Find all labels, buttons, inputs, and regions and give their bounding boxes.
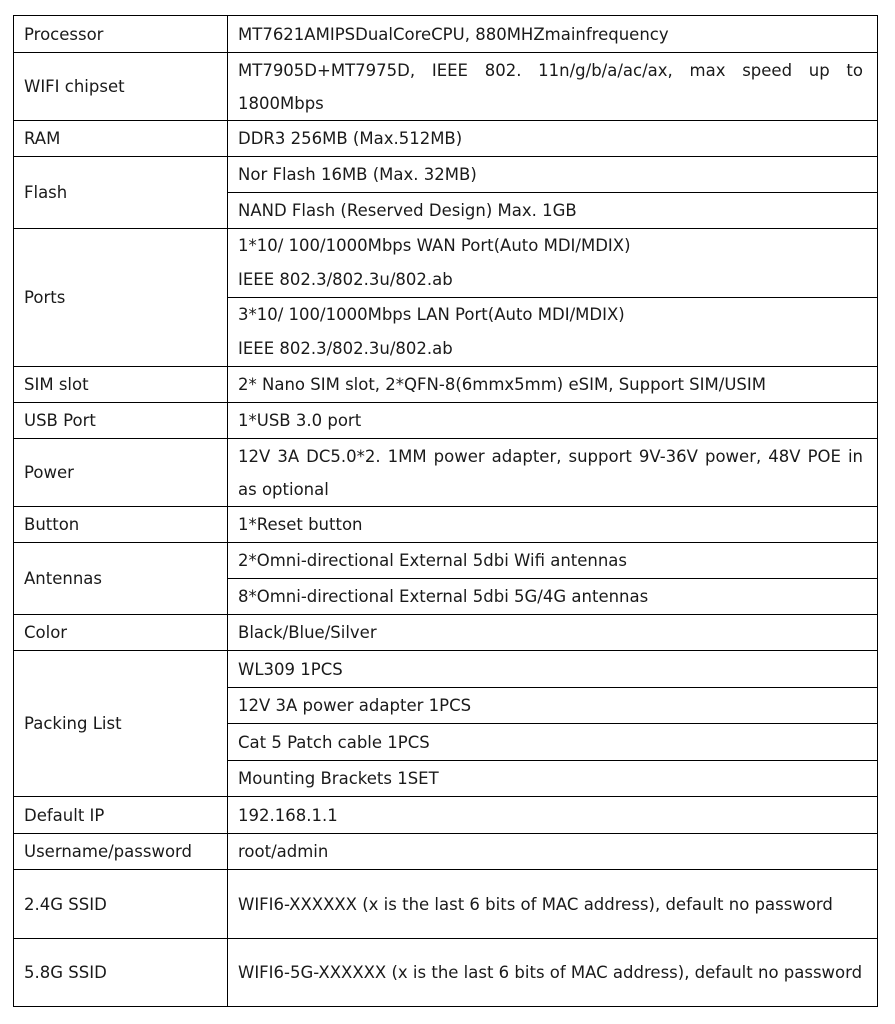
label-button: Button [14, 507, 228, 543]
label-wifi-chipset: WIFI chipset [14, 53, 228, 121]
value-username-password: root/admin [228, 834, 878, 870]
label-flash: Flash [14, 157, 228, 229]
row-flash-1 [14, 157, 878, 193]
label-ssid-24g: 2.4G SSID [14, 870, 228, 939]
value-ssid-58g: WIFI6-5G-XXXXXX (x is the last 6 bits of MAC address), default no password [228, 939, 878, 1007]
value-ports-lan-line1: 3*10/ 100/1000Mbps LAN Port(Auto MDI/MDIX) [238, 305, 625, 324]
value-button: 1*Reset button [228, 507, 878, 543]
row-usb-port [14, 403, 878, 439]
row-ram [14, 121, 878, 157]
value-ports-wan-line1: 1*10/ 100/1000Mbps WAN Port(Auto MDI/MDIX) [238, 236, 631, 255]
row-ports-1 [14, 229, 878, 298]
row-ssid-58g [14, 939, 878, 1007]
row-username-password [14, 834, 878, 870]
row-processor [14, 16, 878, 53]
value-antennas-wifi: 2*Omni-directional External 5dbi Wifi antennas [228, 543, 878, 579]
value-usb-port: 1*USB 3.0 port [228, 403, 878, 439]
value-ram: DDR3 256MB (Max.512MB) [228, 121, 878, 157]
row-sim-slot [14, 367, 878, 403]
row-packing-list-1 [14, 651, 878, 688]
row-button [14, 507, 878, 543]
row-color [14, 615, 878, 651]
value-antennas-cellular: 8*Omni-directional External 5dbi 5G/4G antennas [228, 579, 878, 615]
value-default-ip: 192.168.1.1 [228, 797, 878, 834]
row-wifi-chipset [14, 53, 878, 121]
row-antennas-1 [14, 543, 878, 579]
value-ports-lan-line2: IEEE 802.3/802.3u/802.ab [238, 339, 453, 358]
label-default-ip: Default IP [14, 797, 228, 834]
row-power [14, 439, 878, 507]
label-ssid-58g: 5.8G SSID [14, 939, 228, 1007]
value-color: Black/Blue/Silver [228, 615, 878, 651]
value-packing-list-item: 12V 3A power adapter 1PCS [228, 688, 878, 724]
label-packing-list: Packing List [14, 651, 228, 797]
label-username-password: Username/password [14, 834, 228, 870]
label-sim-slot: SIM slot [14, 367, 228, 403]
label-processor: Processor [14, 16, 228, 53]
value-packing-list-item: WL309 1PCS [228, 651, 878, 688]
row-default-ip [14, 797, 878, 834]
label-ram: RAM [14, 121, 228, 157]
value-packing-list-item: Cat 5 Patch cable 1PCS [228, 724, 878, 761]
value-flash-nor: Nor Flash 16MB (Max. 32MB) [228, 157, 878, 193]
value-ssid-24g: WIFI6-XXXXXX (x is the last 6 bits of MAC address), default no password [228, 870, 878, 939]
value-packing-list-item: Mounting Brackets 1SET [228, 761, 878, 797]
spec-table [13, 15, 878, 1007]
label-color: Color [14, 615, 228, 651]
value-processor: MT7621AMIPSDualCoreCPU, 880MHZmainfrequency [228, 16, 878, 53]
label-ports: Ports [14, 229, 228, 367]
value-power: 12V 3A DC5.0*2. 1MM power adapter, support 9V-36V power, 48V POE in as optional [228, 439, 878, 507]
value-sim-slot: 2* Nano SIM slot, 2*QFN-8(6mmx5mm) eSIM, Support SIM/USIM [228, 367, 878, 403]
value-wifi-chipset: MT7905D+MT7975D, IEEE 802. 11n/g/b/a/ac/ax, max speed up to 1800Mbps [228, 53, 878, 121]
value-flash-nand: NAND Flash (Reserved Design) Max. 1GB [228, 193, 878, 229]
row-ssid-24g [14, 870, 878, 939]
label-usb-port: USB Port [14, 403, 228, 439]
value-ports-lan [228, 298, 878, 367]
value-ports-wan-line2: IEEE 802.3/802.3u/802.ab [238, 270, 453, 289]
label-power: Power [14, 439, 228, 507]
value-ports-wan [228, 229, 878, 298]
label-antennas: Antennas [14, 543, 228, 615]
